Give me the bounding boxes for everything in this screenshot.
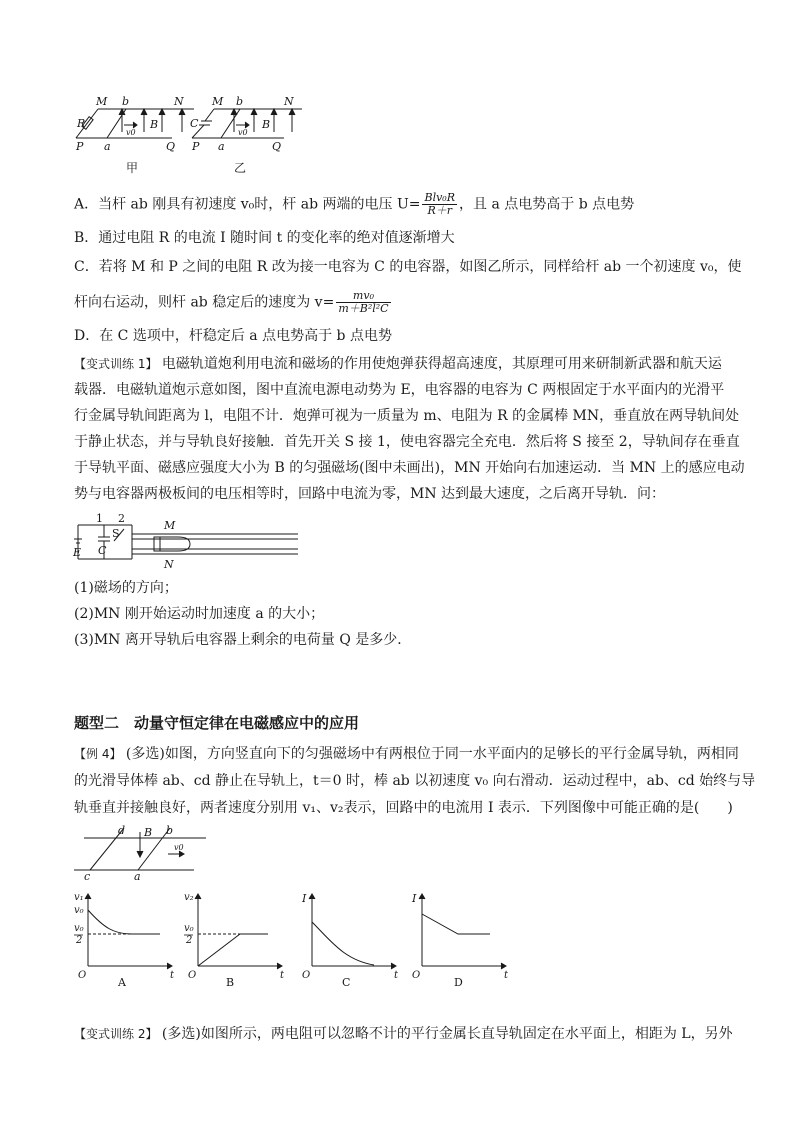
option-d: D．在 C 选项中，杆稳定后 a 点电势高于 b 点电势	[74, 328, 392, 344]
graph-b	[195, 894, 282, 969]
two-rod-rail-diagram	[74, 822, 214, 882]
graph-c-ylabel: I	[302, 892, 307, 905]
caption-jia: 甲	[126, 161, 139, 175]
section-2-title: 动量守恒定律在电磁感应中的应用	[134, 714, 360, 732]
option-c-line2	[74, 290, 393, 315]
label-Q: Q	[166, 140, 176, 153]
label-M: M	[96, 95, 108, 108]
label-P: P	[76, 140, 84, 153]
variant-1-question-3: (3)MN 离开导轨后电容器上剩余的电荷量 Q 是多少．	[74, 632, 412, 648]
graph-a	[85, 894, 172, 969]
graph-d-origin: O	[412, 970, 421, 981]
variant-1-line1	[74, 354, 722, 374]
label-b: b	[236, 95, 244, 108]
graph-a-xlabel: t	[170, 970, 175, 981]
answer-graphs	[74, 888, 514, 988]
switch-terminal-1: 1	[96, 512, 103, 525]
graph-a-v0: v₀	[74, 905, 84, 916]
example-4-text: (多选)如图，方向竖直向下的匀强磁场中有两根位于同一水平面内的足够长的平行金属导轨，两相同	[125, 746, 739, 762]
section-2-heading	[74, 713, 359, 733]
label-a: a	[218, 140, 225, 153]
variant-1-text: 电磁轨道炮利用电流和磁场的作用使炮弹获得超高速度，其原理可用来研制新武器和航天运	[161, 356, 722, 372]
label-v0: v0	[238, 128, 248, 137]
graph-a-ylabel: v₁	[74, 892, 84, 903]
graph-b-half-num: v₀	[184, 923, 194, 934]
option-a	[74, 192, 634, 217]
option-b: B．通过电阻 R 的电流 I 随时间 t 的变化率的绝对值逐渐增大	[74, 230, 455, 246]
graph-c-xlabel: t	[394, 970, 399, 981]
graph-b-origin: O	[188, 970, 197, 981]
label-v0: v0	[126, 128, 136, 137]
label-b: b	[122, 95, 130, 108]
graph-a-half-num: v₀	[74, 923, 84, 934]
variant-1-question-1: (1)磁场的方向；	[74, 580, 178, 596]
emf-label-E: E	[73, 546, 82, 559]
graph-d-ylabel: I	[412, 892, 417, 905]
rail-diagram-jia-yi	[74, 92, 304, 184]
option-a-tail: ，且 a 点电势高于 b 点电势	[459, 196, 635, 213]
caption-yi: 乙	[234, 161, 247, 175]
label-R: R	[77, 117, 86, 130]
rod-label-b: b	[166, 824, 174, 837]
example-4-line2: 的光滑导体棒 ab、cd 静止在导轨上，t＝0 时，棒 ab 以初速度 v₀ 向右滑动．运动过程中，ab、cd 始终与导	[74, 773, 756, 789]
variant-1-question-2: (2)MN 刚开始运动时加速度 a 的大小；	[74, 606, 325, 622]
label-B: B	[262, 118, 271, 131]
variant-1-tag: 【变式训练 1】	[74, 357, 158, 371]
capacitor-label-C: C	[98, 544, 107, 557]
graph-d-caption: D	[454, 976, 463, 989]
graph-b-caption: B	[226, 976, 235, 989]
label-B: B	[150, 118, 159, 131]
variant-2-tag: 【变式训练 2】	[74, 1027, 158, 1041]
graph-b-xlabel: t	[280, 970, 285, 981]
label-P: P	[192, 140, 200, 153]
switch-terminal-2: 2	[118, 512, 125, 525]
section-2-label: 题型二	[74, 714, 120, 732]
rod-label-M: M	[164, 519, 176, 532]
switch-label-S: S	[112, 527, 120, 540]
graph-b-ylabel: v₂	[184, 892, 194, 903]
label-Q: Q	[272, 140, 282, 153]
variant-1-line3: 行金属导轨间距离为 l，电阻不计．炮弹可视为一质量为 m、电阻为 R 的金属棒 MN，垂直放在两导轨间处	[74, 408, 740, 424]
variant-2-text: (多选)如图所示，两电阻可以忽略不计的平行金属长直导轨固定在水平面上，相距为 L，另外	[161, 1026, 733, 1042]
example-4-tag: 【例 4】	[74, 747, 122, 761]
velocity-label-v0: v0	[174, 843, 184, 852]
variant-2-line1	[74, 1024, 733, 1044]
graph-c	[309, 894, 396, 969]
graph-a-caption: A	[118, 976, 126, 989]
variant-1-line6: 势与电容器两极板间的电压相等时，回路中电流为零，MN 达到最大速度，之后离开导轨．问：	[74, 486, 666, 502]
graph-d	[419, 894, 506, 969]
rod-label-d: d	[118, 824, 126, 837]
railgun-circuit-diagram	[74, 512, 304, 572]
variant-1-line2: 载器．电磁轨道炮示意如图，图中直流电源电动势为 E，电容器的电容为 C 两根固定于水平面内的光滑平	[74, 382, 725, 398]
example-4-line3: 轨垂直并接触良好，两者速度分别用 v₁、v₂表示，回路中的电流用 I 表示．下列图像中可能正确的是( )	[74, 800, 733, 816]
label-a: a	[104, 140, 111, 153]
rod-label-a: a	[134, 870, 141, 883]
label-N: N	[174, 95, 184, 108]
field-label-B: B	[144, 826, 153, 839]
graph-d-xlabel: t	[504, 970, 509, 981]
graph-c-caption: C	[342, 976, 351, 989]
graph-b-half-den: 2	[186, 935, 193, 946]
label-M: M	[212, 95, 224, 108]
rod-label-c: c	[84, 870, 91, 883]
graph-a-origin: O	[78, 970, 87, 981]
variant-1-line5: 于导轨平面、磁感应强度大小为 B 的匀强磁场(图中未画出)，MN 开始向右加速运动．当 MN 上的感应电动	[74, 460, 745, 476]
option-c-text: 杆向右运动，则杆 ab 稳定后的速度为 v=	[74, 294, 335, 311]
example-4-line1	[74, 744, 739, 764]
variant-1-line4: 于静止状态，并与导轨良好接触．首先开关 S 接 1，使电容器完全充电．然后将 S 接至 2，导轨间存在垂直	[74, 434, 740, 450]
option-c-line1: C．若将 M 和 P 之间的电阻 R 改为接一电容为 C 的电容器，如图乙所示，同样给杆 ab 一个初速度 v₀，使	[74, 259, 742, 275]
graph-a-half-den: 2	[76, 935, 83, 946]
graph-c-origin: O	[302, 970, 311, 981]
label-N: N	[284, 95, 294, 108]
option-c-fraction: $\frac{\text{mv₀}}{\text{m＋B²l²C}}$	[338, 289, 389, 315]
label-C: C	[190, 117, 199, 130]
option-a-text: A．当杆 ab 刚具有初速度 v₀时，杆 ab 两端的电压 U=	[74, 196, 421, 213]
option-a-fraction: $\frac{\text{Blv₀R}}{R+r}$	[424, 191, 455, 217]
rod-label-N: N	[164, 558, 174, 571]
